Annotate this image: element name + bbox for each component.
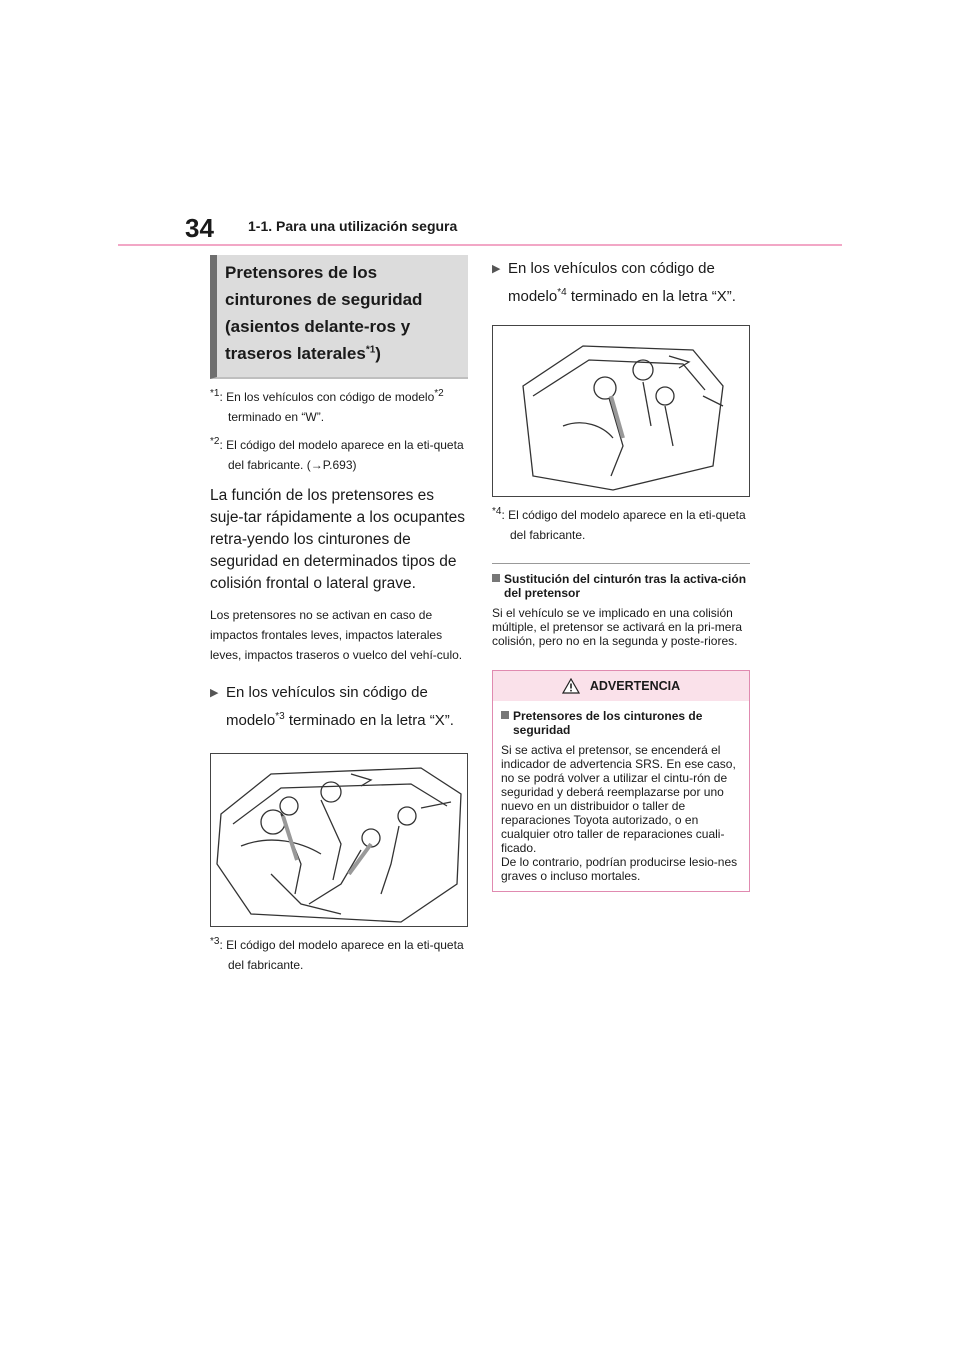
condition-bullet [492,255,750,311]
header-rule [118,244,842,246]
illustration-figure [492,325,750,497]
sub-heading [492,572,750,600]
bullet-text: terminado en la letra “X”. [566,288,736,305]
car-interior-illustration [211,754,467,926]
section-title [210,255,468,379]
warning-heading-text: Pretensores de los cinturones de seguridad [513,709,703,737]
title-paren: ) [375,344,381,363]
footnote-3 [210,935,468,975]
left-column [210,255,468,975]
footnote-2 [210,435,468,475]
footnote-4 [492,505,750,545]
illustration-figure [210,753,468,927]
divider [492,563,750,564]
footnote-text: : El código del modelo aparece en la eti-queta del fabricante. (→P.693) [219,438,464,472]
body-paragraph: La función de los pretensores es suje-tar rápidamente a los ocupantes retra-yendo los cinturones de seguridad en determinados tipos de colisión frontal o lateral grave. [210,487,466,592]
section-header: 1-1. Para una utilización segura [248,218,458,234]
bullet-text: En los vehículos con código de modelo [508,260,715,305]
sub-paragraph: Si el vehículo se ve implicado en una colisión múltiple, el pretensor se activará en la pri-mera colisión, pero no en la segunda y poste-riores. [492,606,743,648]
bullet-ref: *3 [275,711,285,722]
bullet-text: En los vehículos sin código de modelo [226,684,428,729]
warning-box [492,670,750,892]
warning-triangle-icon [562,678,580,694]
square-bullet-icon [501,711,509,719]
footnote-mark: *3 [210,936,220,947]
footnote-mark: *2 [210,436,220,447]
warning-title: ADVERTENCIA [589,679,681,693]
note-paragraph: Los pretensores no se activan en caso de impactos frontales leves, impactos laterales leves, impactos traseros o vuelco del vehí-culo. [210,608,463,662]
footnote-ref: *2 [434,388,444,399]
condition-bullet [210,679,468,735]
triangle-bullet-icon: ▶ [210,687,219,699]
warning-heading [501,709,741,737]
footnote-text: : El código del modelo aparece en la eti-queta del fabricante. [501,508,746,542]
title-footnote-ref: *1 [365,344,376,356]
right-column [492,255,750,892]
warning-body [493,701,749,891]
sub-heading-text: Sustitución del cinturón tras la activa-ción del pretensor [504,572,747,600]
warning-text: Si se activa el pretensor, se encenderá el indicador de advertencia SRS. En ese caso, no se podrá volver a utilizar el cintu-rón de seguridad y deberá reemplazarse por uno nuevo en un distribuidor o taller de reparaciones Toyota autorizado, o en cualquier otro taller de reparaciones cuali-ficado. De lo contrario, podrían producirse lesio-nes graves o incluso mortales. [501,743,738,883]
square-bullet-icon [492,574,500,582]
footnote-mark: *1 [210,388,220,399]
triangle-bullet-icon: ▶ [492,263,501,275]
footnote-1 [210,387,468,427]
footnote-text: terminado en “W”. [228,410,325,424]
footnote-text: : En los vehículos con código de modelo [219,390,435,404]
bullet-text: terminado en la letra “X”. [284,712,454,729]
title-text: Pretensores de los cinturones de seguridad (asientos delante-ros y traseros laterales [225,263,423,363]
bullet-ref: *4 [557,287,567,298]
car-interior-illustration [493,326,749,496]
warning-header [493,671,749,701]
page-number: 34 [185,213,214,243]
footnote-mark: *4 [492,506,502,517]
footnote-text: : El código del modelo aparece en la eti-queta del fabricante. [219,938,464,972]
